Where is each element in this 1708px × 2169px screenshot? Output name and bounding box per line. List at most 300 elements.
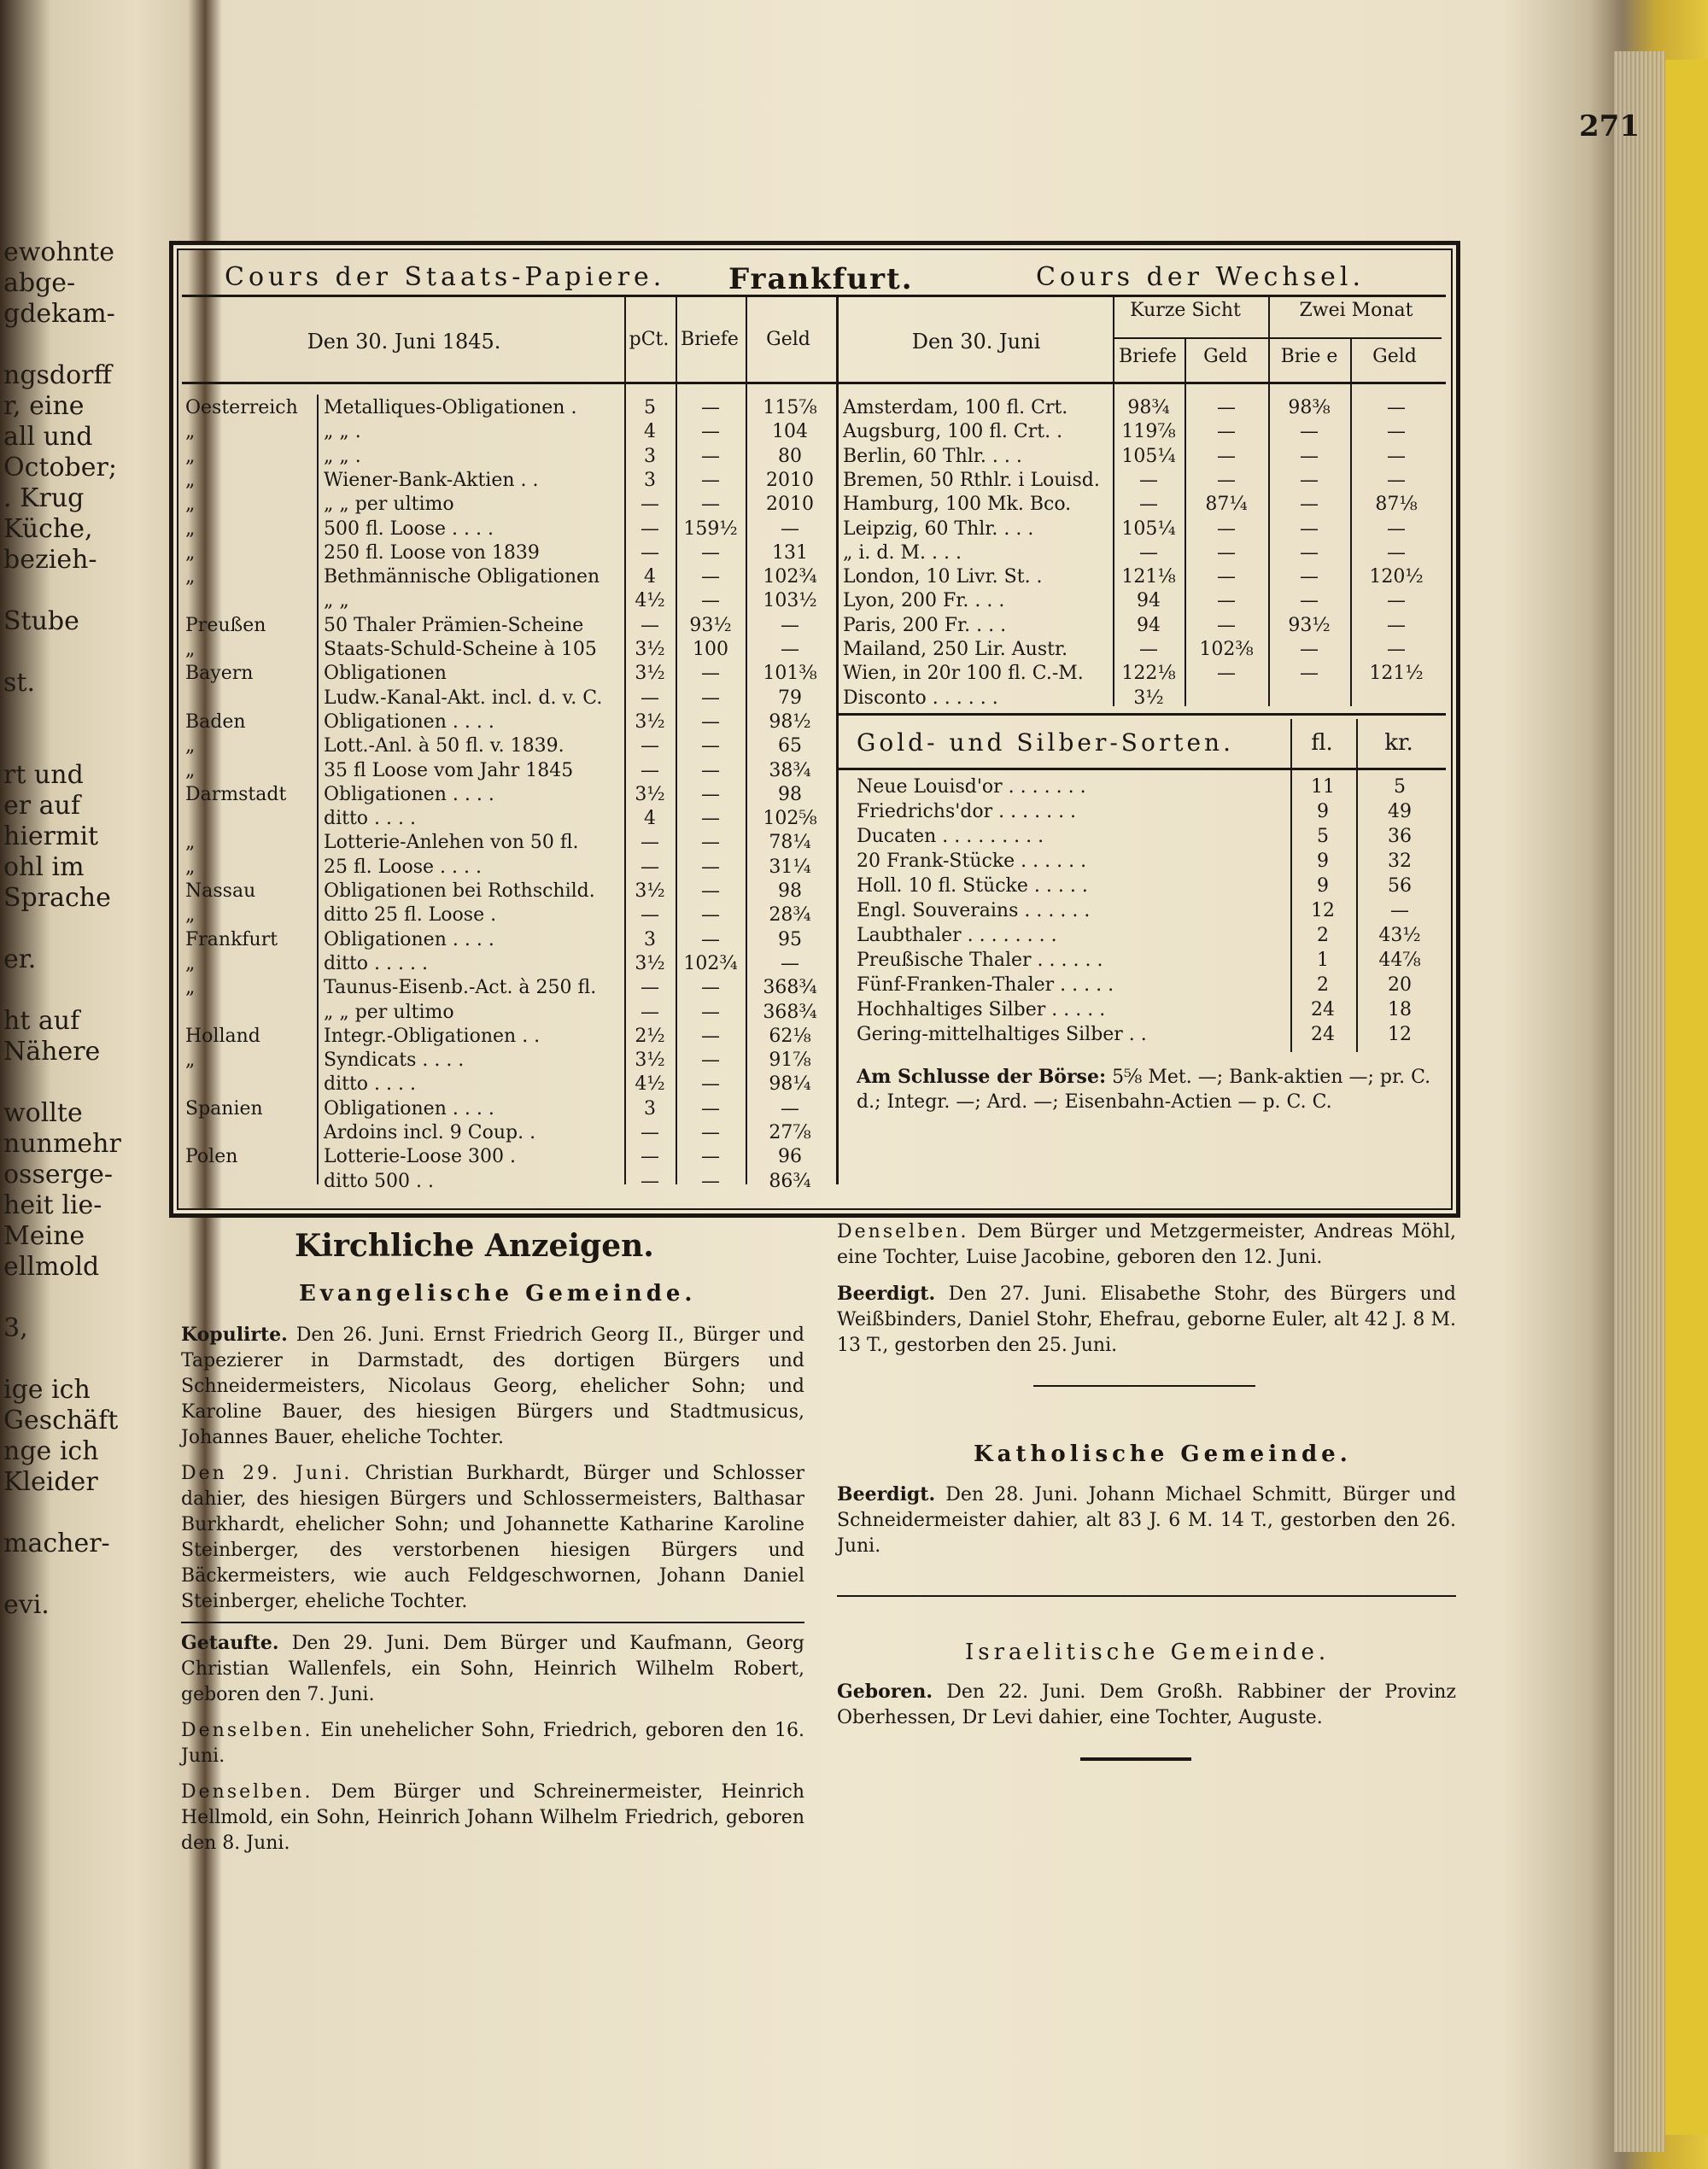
staats-state: Holland [185, 1025, 260, 1047]
sorten-fl: 5 [1317, 826, 1329, 847]
sorten-fl: 24 [1311, 1024, 1335, 1045]
sorten-fl: 24 [1311, 999, 1335, 1020]
wechsel-name: Bremen, 50 Rthlr. i Louisd. [843, 469, 1100, 491]
staats-geld: 115⅞ [763, 397, 817, 418]
wechsel-name: London, 10 Livr. St. . [843, 566, 1043, 588]
left-page-fragment: ige ich [3, 1375, 91, 1405]
wechsel-kurze-geld: — [1217, 541, 1236, 564]
lead-r3: Beerdigt. [837, 1483, 936, 1505]
left-page-fragment: . Krug [3, 483, 85, 513]
staats-name: 500 fl. Loose . . . . [324, 517, 494, 540]
lead-getaufte: Getaufte. [181, 1632, 279, 1654]
para-kopulirte [181, 1322, 804, 1451]
staats-briefe: — [701, 1073, 720, 1096]
wechsel-name: „ i. d. M. . . . [843, 541, 962, 564]
staats-name: Syndicats . . . . [324, 1049, 465, 1072]
left-page-edge [0, 0, 121, 2169]
wechsel-kurze-briefe: — [1139, 541, 1158, 564]
staats-state: „ [185, 952, 196, 974]
staats-briefe: — [701, 1025, 720, 1047]
sorten-kr: 49 [1388, 801, 1412, 822]
katholisch-header: Katholische Gemeinde. [974, 1441, 1352, 1467]
wechsel-zwei-geld: — [1387, 421, 1406, 443]
left-page-fragment: nunmehr [3, 1129, 121, 1159]
left-divider [181, 1622, 804, 1623]
staats-pct: 3½ [635, 663, 665, 685]
staats-pct: — [640, 1001, 659, 1023]
wechsel-header: Cours der Wechsel. [1036, 262, 1365, 292]
staats-name: „ „ . [324, 421, 361, 443]
staats-name: ditto . . . . [324, 808, 416, 830]
left-page-fragment: rt und [3, 760, 84, 790]
sorten-fl: 12 [1311, 900, 1335, 921]
staats-state: Bayern [185, 663, 254, 685]
lead-denselben-1: Denselben. [181, 1720, 313, 1741]
staats-briefe: — [701, 1049, 720, 1072]
left-page-fragment: ohl im [3, 852, 85, 882]
staats-briefe: — [701, 904, 720, 927]
staats-geld: 103½ [763, 590, 817, 612]
staats-geld: 2010 [766, 494, 814, 516]
sorten-kr: 5 [1394, 776, 1406, 798]
sorten-name: 20 Frank-Stücke . . . . . . [857, 851, 1087, 872]
staats-geld: 28¾ [769, 904, 811, 927]
staats-briefe: — [701, 759, 720, 781]
left-page-fragment: Nähere [3, 1037, 101, 1067]
staats-state: „ [185, 541, 196, 564]
wechsel-zwei-briefe: — [1300, 590, 1319, 612]
wechsel-zwei-geld: — [1387, 397, 1406, 418]
staats-geld: 131 [772, 541, 808, 564]
staats-name: ditto 25 fl. Loose . [324, 904, 497, 927]
staats-pct: 3 [644, 445, 656, 467]
sorten-head-rule [838, 768, 1446, 770]
wechsel-kurze-briefe: 94 [1137, 614, 1161, 636]
staats-name: „ „ per ultimo [324, 494, 454, 516]
left-page-fragment: Kleider [3, 1467, 98, 1497]
wechsel-zwei-geld: — [1387, 541, 1406, 564]
col-date: Den 30. Juni 1845. [307, 330, 501, 354]
wechsel-name: Wien, in 20r 100 fl. C.-M. [843, 663, 1084, 685]
frankfurt-header: Frankfurt. [728, 262, 914, 296]
sorten-fl: 9 [1317, 875, 1329, 897]
staats-pct: 3½ [635, 952, 665, 974]
staats-name: Lott.-Anl. à 50 fl. v. 1839. [324, 735, 564, 757]
staats-pct: 2½ [635, 1025, 665, 1047]
left-page-fragment: r, eine [3, 391, 85, 421]
staats-state: Darmstadt [185, 783, 287, 805]
sorten-fl: 9 [1317, 851, 1329, 872]
staats-state: Nassau [185, 880, 256, 902]
staats-briefe: — [701, 663, 720, 685]
staats-briefe: — [701, 1001, 720, 1023]
para-denselben-2 [181, 1780, 804, 1856]
book-cover-edge [1665, 60, 1708, 2135]
sorten-name: Fünf-Franken-Thaler . . . . . [857, 974, 1114, 996]
staats-briefe: — [701, 856, 720, 878]
staats-name: „ „ . [324, 445, 361, 467]
wechsel-zwei-briefe: — [1300, 541, 1319, 564]
wechsel-zwei-briefe: — [1300, 469, 1319, 491]
staats-name: ditto 500 . . [324, 1170, 435, 1192]
israelitisch-text [837, 1679, 1456, 1741]
staats-name: 50 Thaler Prämien-Scheine [324, 614, 584, 636]
text-kopulirte: Den 26. Juni. Ernst Friedrich Georg II., Bürger und Tapezierer in Darmstadt, des dortigen Bürgers und Schneidermeisters, Nicolaus Georg, ehelicher Sohn; und Karoline Bauer, des hiesigen Bürgers und Stadtmusicus, Johannes Bauer, eheliche Tochter. [181, 1324, 805, 1448]
staats-state: „ [185, 904, 196, 927]
text-denselben-1: Ein unehelicher Sohn, Friedrich, geboren den 16. Juni. [181, 1720, 804, 1767]
staats-state: „ [185, 421, 196, 443]
sorten-fl: 1 [1317, 950, 1329, 971]
staats-state: „ [185, 977, 196, 999]
sorten-kr: — [1390, 900, 1409, 921]
staats-geld: 98¼ [769, 1073, 811, 1096]
staats-briefe: — [701, 469, 720, 491]
left-page-fragment: ellmold [3, 1252, 100, 1282]
kirchliche-title: Kirchliche Anzeigen. [295, 1228, 654, 1264]
wechsel-zwei-geld: — [1387, 445, 1406, 467]
staats-pct: — [640, 832, 659, 854]
staats-pct: — [640, 517, 659, 540]
right-divider-2 [837, 1595, 1456, 1597]
sorten-col-kr: kr. [1384, 730, 1413, 756]
staats-briefe: — [701, 566, 720, 588]
staats-state: Preußen [185, 614, 266, 636]
staats-pct: 4 [644, 566, 656, 588]
staats-geld: — [781, 614, 799, 636]
staats-briefe: — [701, 880, 720, 902]
staats-name: 250 fl. Loose von 1839 [324, 541, 540, 564]
staats-state: Frankfurt [185, 928, 278, 950]
left-page-fragment: Küche, [3, 514, 93, 544]
wechsel-kurze-geld: — [1217, 469, 1236, 491]
staats-geld: — [781, 952, 799, 974]
left-page-fragment: st. [3, 668, 35, 698]
wechsel-zwei-geld: 87⅛ [1375, 494, 1418, 516]
staats-name: ditto . . . . [324, 1073, 416, 1096]
wechsel-kurze-briefe: 3½ [1133, 687, 1164, 709]
para-r1 [837, 1219, 1456, 1271]
text-29-juni: Christian Burkhardt, Bürger und Schlosser dahier, des hiesigen Bürgers und Schlossermeisters, Balthasar Burkhardt, ehelicher Sohn; und Johannette Katharine Karoline Steinberger, des verstorbenen hiesigen Bürgers und Bäckermeisters, wie auch Feldgeschwornen, Johann Daniel Steinberger, eheliche Tochter. [181, 1463, 805, 1612]
staats-state: Baden [185, 710, 246, 733]
left-page-fragment: osserge- [3, 1160, 114, 1190]
wechsel-zwei-geld: 120½ [1369, 566, 1424, 588]
wechsel-kurze-briefe: 94 [1137, 590, 1161, 612]
wechsel-kurze-geld: 102⅜ [1199, 639, 1254, 660]
staats-geld: 31¼ [769, 856, 811, 878]
wechsel-kurze-briefe: 119⅞ [1121, 421, 1176, 443]
wechsel-zwei-geld: — [1387, 469, 1406, 491]
text-r3: Den 28. Juni. Johann Michael Schmitt, Bürger und Schneidermeister dahier, alt 83 J. 6 M. 14 T., gestorben den 26. Juni. [837, 1484, 1456, 1557]
lead-r1: Denselben. [837, 1221, 969, 1242]
left-page-fragment: Sprache [3, 883, 111, 913]
wechsel-zwei-briefe: — [1300, 663, 1319, 685]
staats-briefe: — [701, 977, 720, 999]
staats-name: „ „ [324, 590, 349, 612]
left-page-fragment: gdekam- [3, 299, 115, 329]
wechsel-name: Disconto . . . . . . [843, 687, 998, 709]
staats-geld: 38¾ [769, 759, 811, 781]
staats-name: Lotterie-Loose 300 . [324, 1146, 516, 1168]
staats-pct: — [640, 856, 659, 878]
sorten-name: Gering-mittelhaltiges Silber . . [857, 1024, 1147, 1045]
staats-briefe: — [701, 1170, 720, 1192]
staats-name: Ardoins incl. 9 Coup. . [324, 1122, 536, 1143]
staats-geld: — [781, 517, 799, 540]
wx-col-geld1: Geld [1203, 346, 1248, 367]
sorten-kr: 20 [1388, 974, 1412, 996]
staats-header: Cours der Staats-Papiere. [225, 262, 666, 292]
wechsel-kurze-geld: — [1217, 397, 1236, 418]
schluss-label: Am Schlusse der Börse: [857, 1066, 1107, 1088]
wechsel-name: Hamburg, 100 Mk. Bco. [843, 494, 1072, 516]
wechsel-zwei-geld: — [1387, 614, 1406, 636]
left-page-fragment: Stube [3, 606, 79, 636]
wx-subheader-rule [1113, 337, 1442, 339]
staats-pct: — [640, 904, 659, 927]
para-r2 [837, 1281, 1456, 1359]
staats-pct: 3½ [635, 639, 665, 660]
wechsel-name: Paris, 200 Fr. . . . [843, 614, 1007, 636]
staats-geld: 79 [778, 687, 802, 709]
para-r4 [837, 1679, 1456, 1731]
sorten-name: Preußische Thaler . . . . . . [857, 950, 1103, 971]
wechsel-zwei-briefe: — [1300, 639, 1319, 660]
left-page-fragment: hiermit [3, 821, 99, 851]
para-denselben-1 [181, 1718, 804, 1769]
sorten-kr: 56 [1388, 875, 1412, 897]
staats-pct: — [640, 759, 659, 781]
wechsel-kurze-geld: — [1217, 590, 1236, 612]
wechsel-name: Lyon, 200 Fr. . . . [843, 590, 1005, 612]
staats-name: Obligationen . . . . [324, 928, 494, 950]
left-page-fragment: October; [3, 453, 117, 482]
sorten-kr: 43½ [1378, 925, 1421, 946]
page-edges [1614, 51, 1665, 2152]
sorten-name: Hochhaltiges Silber . . . . . [857, 999, 1106, 1020]
left-page-fragment: nge ich [3, 1436, 99, 1466]
para-29-juni [181, 1461, 804, 1615]
wechsel-kurze-briefe: — [1139, 469, 1158, 491]
staats-geld: 65 [778, 735, 802, 757]
left-page-fragment: ht auf [3, 1006, 80, 1036]
wx-col-geld2: Geld [1372, 346, 1417, 367]
sorten-name: Neue Louisd'or . . . . . . . [857, 776, 1086, 798]
staats-name: Wiener-Bank-Aktien . . [324, 469, 539, 491]
staats-pct: 4½ [635, 590, 665, 612]
evangelisch-header: Evangelische Gemeinde. [299, 1281, 697, 1307]
sorten-fl: 2 [1317, 974, 1329, 996]
vline-middle [836, 296, 839, 1184]
wechsel-kurze-briefe: — [1139, 494, 1158, 516]
staats-briefe: — [701, 808, 720, 830]
wx-col-zwei: Zwei Monat [1299, 300, 1413, 321]
text-r4: Den 22. Juni. Dem Großh. Rabbiner der Provinz Oberhessen, Dr Levi dahier, eine Tochter, Auguste. [837, 1681, 1456, 1728]
schluss-boerse [857, 1065, 1437, 1114]
staats-name: 25 fl. Loose . . . . [324, 856, 483, 878]
staats-briefe: — [701, 1146, 720, 1168]
text-getaufte: Den 29. Juni. Dem Bürger und Kaufmann, Georg Christian Wallenfels, ein Sohn, Heinrich Wilhelm Robert, geboren den 7. Juni. [181, 1633, 804, 1705]
lead-denselben-2: Denselben. [181, 1781, 313, 1803]
staats-geld: 91⅞ [769, 1049, 811, 1072]
staats-name: Integr.-Obligationen . . [324, 1025, 541, 1047]
staats-briefe: 159½ [683, 517, 738, 540]
staats-geld: 80 [778, 445, 802, 467]
staats-pct: 3½ [635, 710, 665, 733]
staats-pct: — [640, 541, 659, 564]
left-page-fragment: er. [3, 944, 37, 974]
staats-pct: 5 [644, 397, 656, 418]
staats-state: „ [185, 469, 196, 491]
wx-col-kurze: Kurze Sicht [1130, 300, 1241, 321]
wechsel-zwei-geld: — [1387, 517, 1406, 540]
wechsel-kurze-geld: — [1217, 566, 1236, 588]
schluss-text: 5⅝ Met. —; Bank-aktien —; pr. C. d.; Integr. —; Ard. —; Eisenbahn-Actien — p. C. C. [857, 1067, 1431, 1113]
sorten-header: Gold- und Silber-Sorten. [857, 728, 1234, 757]
staats-geld: 95 [778, 928, 802, 950]
left-page-fragment: Meine [3, 1221, 85, 1251]
staats-briefe: — [701, 1122, 720, 1143]
lead-r2: Beerdigt. [837, 1283, 936, 1305]
wechsel-kurze-briefe: 105¼ [1121, 445, 1176, 467]
para-getaufte [181, 1630, 804, 1708]
staats-briefe: — [701, 494, 720, 516]
staats-briefe: 93½ [689, 614, 732, 636]
right-divider-1 [1033, 1385, 1255, 1387]
sorten-kr: 12 [1388, 1024, 1412, 1045]
left-page-fragment: evi. [3, 1590, 50, 1620]
sorten-name: Friedrichs'dor . . . . . . . [857, 801, 1077, 822]
staats-pct: 3 [644, 1097, 656, 1120]
staats-pct: 3½ [635, 783, 665, 805]
staats-state: Oesterreich [185, 397, 298, 418]
col-briefe: Briefe [681, 329, 739, 350]
colhead-rule [182, 382, 1446, 384]
staats-geld: 62⅛ [769, 1025, 811, 1047]
staats-pct: — [640, 614, 659, 636]
staats-name: Obligationen bei Rothschild. [324, 880, 595, 902]
left-page-fragment: ewohnte [3, 237, 114, 267]
staats-geld: 102¾ [763, 566, 817, 588]
staats-geld: 2010 [766, 469, 814, 491]
wechsel-kurze-briefe: — [1139, 639, 1158, 660]
staats-state: „ [185, 759, 196, 781]
staats-pct: — [640, 494, 659, 516]
header-rule [182, 295, 1446, 297]
staats-state: „ [185, 639, 196, 660]
staats-state: „ [185, 832, 196, 854]
staats-briefe: 102¾ [683, 952, 738, 974]
para-r3 [837, 1482, 1456, 1559]
wechsel-kurze-briefe: 121⅛ [1121, 566, 1176, 588]
staats-briefe: — [701, 1097, 720, 1120]
page-number: 271 [1579, 109, 1640, 143]
exchange-table [169, 241, 1460, 1218]
wechsel-zwei-briefe: — [1300, 445, 1319, 467]
staats-name: „ „ per ultimo [324, 1001, 454, 1023]
lead-29-juni: Den 29. Juni. [181, 1463, 353, 1484]
staats-geld: 98 [778, 783, 802, 805]
staats-geld: 78¼ [769, 832, 811, 854]
left-page-fragment: bezieh- [3, 545, 97, 575]
staats-state: „ [185, 494, 196, 516]
staats-briefe: — [701, 928, 720, 950]
left-page-fragment: er auf [3, 791, 80, 821]
staats-state: „ [185, 566, 196, 588]
wechsel-zwei-briefe: — [1300, 494, 1319, 516]
staats-state: „ [185, 856, 196, 878]
left-column-text [181, 1322, 804, 1867]
right-column-text [837, 1219, 1456, 1369]
left-page-fragment: heit lie- [3, 1190, 102, 1220]
wechsel-kurze-geld: 87¼ [1205, 494, 1248, 516]
staats-pct: 3½ [635, 880, 665, 902]
staats-briefe: — [701, 687, 720, 709]
staats-geld: 98½ [769, 710, 811, 733]
staats-pct: 4 [644, 808, 656, 830]
sorten-kr: 44⅞ [1378, 950, 1421, 971]
staats-pct: — [640, 735, 659, 757]
left-page-fragment: all und [3, 422, 93, 452]
wechsel-zwei-geld: — [1387, 639, 1406, 660]
left-page-fragment: Geschäft [3, 1406, 119, 1435]
staats-name: Obligationen . . . . [324, 783, 494, 805]
wechsel-name: Augsburg, 100 fl. Crt. . [843, 421, 1063, 443]
staats-briefe: — [701, 710, 720, 733]
staats-pct: — [640, 687, 659, 709]
staats-pct: 3 [644, 469, 656, 491]
staats-geld: 101⅜ [763, 663, 817, 685]
wechsel-kurze-geld: — [1217, 517, 1236, 540]
lead-kopulirte: Kopulirte. [181, 1324, 288, 1346]
staats-briefe: — [701, 397, 720, 418]
staats-geld: 98 [778, 880, 802, 902]
staats-briefe: — [701, 783, 720, 805]
wechsel-zwei-geld: — [1387, 590, 1406, 612]
staats-geld: 86¾ [769, 1170, 811, 1192]
staats-pct: — [640, 1122, 659, 1143]
staats-name: Bethmännische Obligationen [324, 566, 600, 588]
staats-name: Ludw.-Kanal-Akt. incl. d. v. C. [324, 687, 603, 709]
wechsel-zwei-briefe: 98⅜ [1288, 397, 1331, 418]
sorten-fl: 2 [1317, 925, 1329, 946]
wechsel-kurze-geld: — [1217, 445, 1236, 467]
col-geld: Geld [766, 329, 810, 350]
staats-name: Lotterie-Anlehen von 50 fl. [324, 832, 579, 854]
staats-name: Obligationen . . . . [324, 1097, 494, 1120]
wechsel-zwei-geld: 121½ [1369, 663, 1424, 685]
wechsel-zwei-briefe: — [1300, 517, 1319, 540]
wechsel-name: Mailand, 250 Lir. Austr. [843, 639, 1068, 660]
staats-geld: 368¾ [763, 1001, 817, 1023]
sorten-name: Ducaten . . . . . . . . . [857, 826, 1044, 847]
vline-sorten-kr [1356, 719, 1358, 1052]
staats-pct: — [640, 1146, 659, 1168]
wechsel-name: Leipzig, 60 Thlr. . . . [843, 517, 1034, 540]
sorten-name: Engl. Souverains . . . . . . [857, 900, 1091, 921]
sorten-kr: 36 [1388, 826, 1412, 847]
israelitisch-header: Israelitische Gemeinde. [965, 1640, 1331, 1665]
staats-name: Obligationen . . . . [324, 710, 494, 733]
lead-r4: Geboren. [837, 1681, 933, 1703]
staats-pct: — [640, 977, 659, 999]
vline-state [317, 395, 319, 1184]
left-page-fragment: abge- [3, 268, 76, 298]
text-r1: Dem Bürger und Metzgermeister, Andreas Möhl, eine Tochter, Luise Jacobine, geboren den 12. Juni. [837, 1221, 1456, 1268]
wechsel-kurze-geld: — [1217, 614, 1236, 636]
sorten-col-fl: fl. [1311, 730, 1333, 756]
wechsel-zwei-briefe: 93½ [1288, 614, 1331, 636]
staats-geld: 368¾ [763, 977, 817, 999]
